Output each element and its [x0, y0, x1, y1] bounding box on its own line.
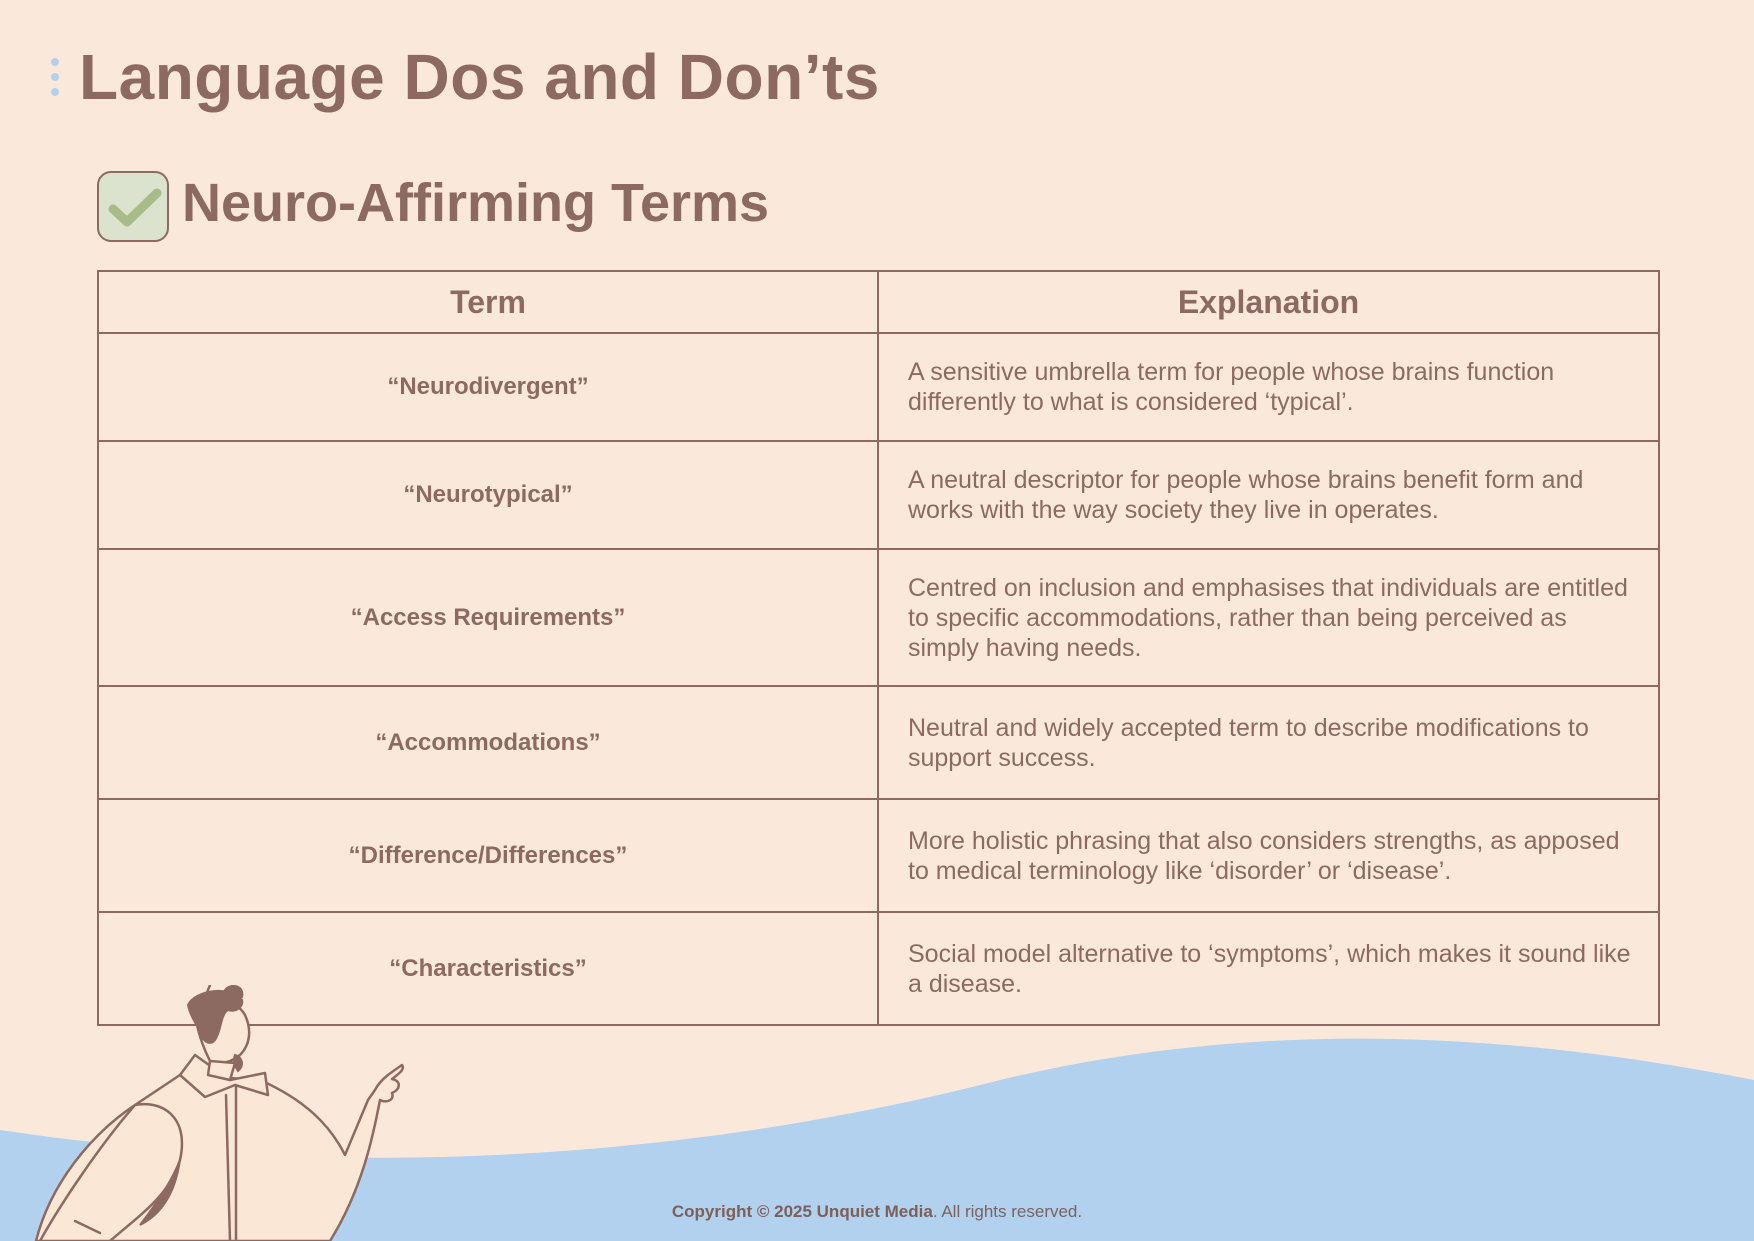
term-cell: “Difference/Differences” [98, 799, 878, 912]
table-row [98, 686, 1659, 799]
table-header-row [98, 271, 1659, 333]
term-cell: “Neurotypical” [98, 441, 878, 549]
term-cell: “Access Requirements” [98, 549, 878, 686]
table-row [98, 441, 1659, 549]
page-title: Language Dos and Don’ts [79, 41, 880, 113]
column-header-explanation: Explanation [878, 271, 1659, 333]
section-subtitle: Neuro-Affirming Terms [182, 173, 770, 233]
term-cell: “Accommodations” [98, 686, 878, 799]
explanation-cell: Neutral and widely accepted term to describe modifications to support success. [878, 686, 1659, 799]
explanation-cell: More holistic phrasing that also considers strengths, as apposed to medical terminology like ‘disorder’ or ‘disease’. [878, 799, 1659, 912]
terms-table [97, 270, 1660, 1026]
footer [0, 1202, 1754, 1222]
dots-icon [51, 58, 63, 103]
explanation-cell: Social model alternative to ‘symptoms’, which makes it sound like a disease. [878, 912, 1659, 1025]
explanation-cell: Centred on inclusion and emphasises that individuals are entitled to specific accommodations, rather than being perceived as simply having needs. [878, 549, 1659, 686]
term-cell: “Neurodivergent” [98, 333, 878, 441]
rights-text: . All rights reserved. [932, 1202, 1083, 1221]
copyright-text: Copyright © 2025 Unquiet Media [671, 1202, 933, 1221]
explanation-cell: A sensitive umbrella term for people whose brains function differently to what is considered ‘typical’. [878, 333, 1659, 441]
column-header-term: Term [98, 271, 878, 333]
table-row [98, 333, 1659, 441]
table-row [98, 799, 1659, 912]
explanation-cell: A neutral descriptor for people whose brains benefit form and works with the way society they live in operates. [878, 441, 1659, 549]
table-row [98, 549, 1659, 686]
term-cell: “Characteristics” [98, 912, 878, 1025]
checkmark-icon [97, 171, 169, 242]
